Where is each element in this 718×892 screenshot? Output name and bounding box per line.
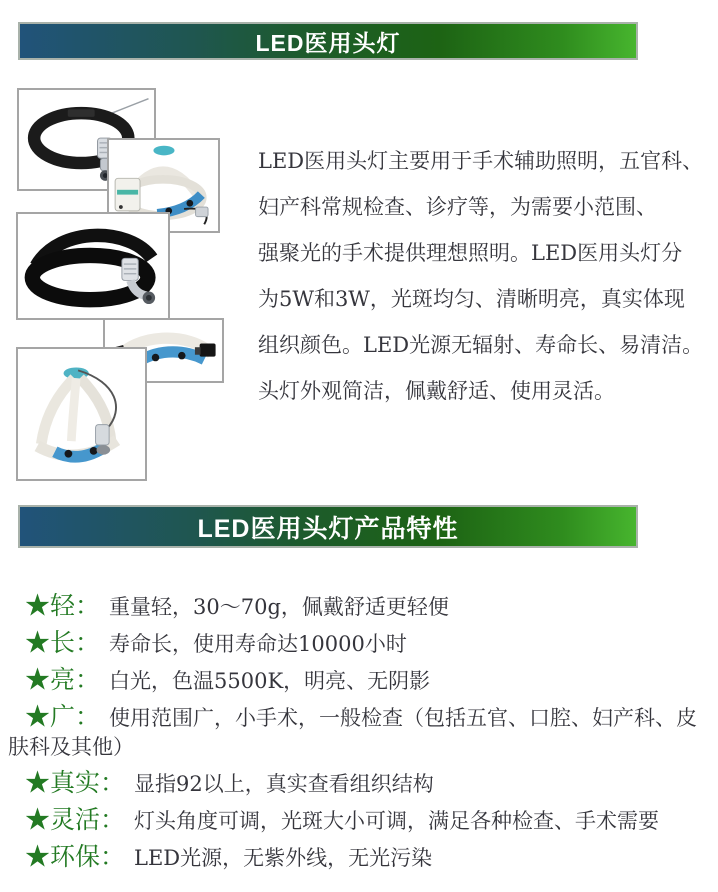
- feature-star-label: ★长：: [25, 628, 101, 657]
- feature-item: [8, 665, 712, 696]
- feature-star-label: ★亮：: [25, 665, 101, 694]
- feature-text: 灯头角度可调，光斑大小可调，满足各种检查、手术需要: [134, 809, 660, 833]
- feature-star-label: ★环保：: [25, 842, 126, 871]
- feature-star-label: ★真实：: [25, 768, 126, 797]
- photo-black-headband-angled: [16, 212, 170, 320]
- intro-line: 为5W和3W，光斑均匀、清晰明亮，真实体现: [258, 287, 685, 311]
- feature-item: [8, 768, 712, 799]
- header-banner-features: [18, 505, 638, 548]
- feature-list: [8, 591, 712, 879]
- feature-text: 白光，色温5500K，明亮、无阴影: [109, 669, 431, 693]
- feature-item: [8, 805, 712, 836]
- photo-white-blue-headgear-three-quarter: [16, 347, 147, 481]
- feature-item: [8, 702, 712, 762]
- feature-text: 显指92以上，真实查看组织结构: [134, 772, 434, 796]
- feature-text: 寿命长，使用寿命达10000小时: [109, 632, 407, 656]
- feature-star-label: ★轻：: [25, 591, 101, 620]
- white-blue-headgear-three-quarter-graphic: [18, 349, 145, 479]
- banner-title: LED医用头灯: [255, 29, 401, 56]
- feature-star-label: ★广：: [25, 702, 101, 731]
- header-banner-product-title: [18, 22, 638, 60]
- intro-line: 妇产科常规检查、诊疗等，为需要小范围、: [258, 195, 657, 219]
- feature-text: 重量轻，30～70g，佩戴舒适更轻便: [109, 595, 449, 619]
- product-description: [258, 138, 713, 414]
- feature-item: [8, 628, 712, 659]
- intro-line: 头灯外观简洁，佩戴舒适、使用灵活。: [258, 379, 615, 403]
- intro-line: 强聚光的手术提供理想照明。LED医用头灯分: [258, 241, 683, 265]
- feature-star-label: ★灵活：: [25, 805, 126, 834]
- feature-text: 使用范围广，小手术，一般检查（包括五官、口腔、妇产科、皮肤科及其他）: [8, 706, 698, 759]
- intro-line: 组织颜色。LED光源无辐射、寿命长、易清洁。: [258, 333, 704, 357]
- intro-line: LED医用头灯主要用于手术辅助照明，五官科、: [258, 149, 704, 173]
- black-headband-angled-graphic: [18, 214, 168, 318]
- feature-item: [8, 591, 712, 622]
- feature-item: [8, 842, 712, 873]
- feature-text: LED光源，无紫外线，无光污染: [134, 846, 433, 870]
- banner-title: LED医用头灯产品特性: [197, 514, 459, 543]
